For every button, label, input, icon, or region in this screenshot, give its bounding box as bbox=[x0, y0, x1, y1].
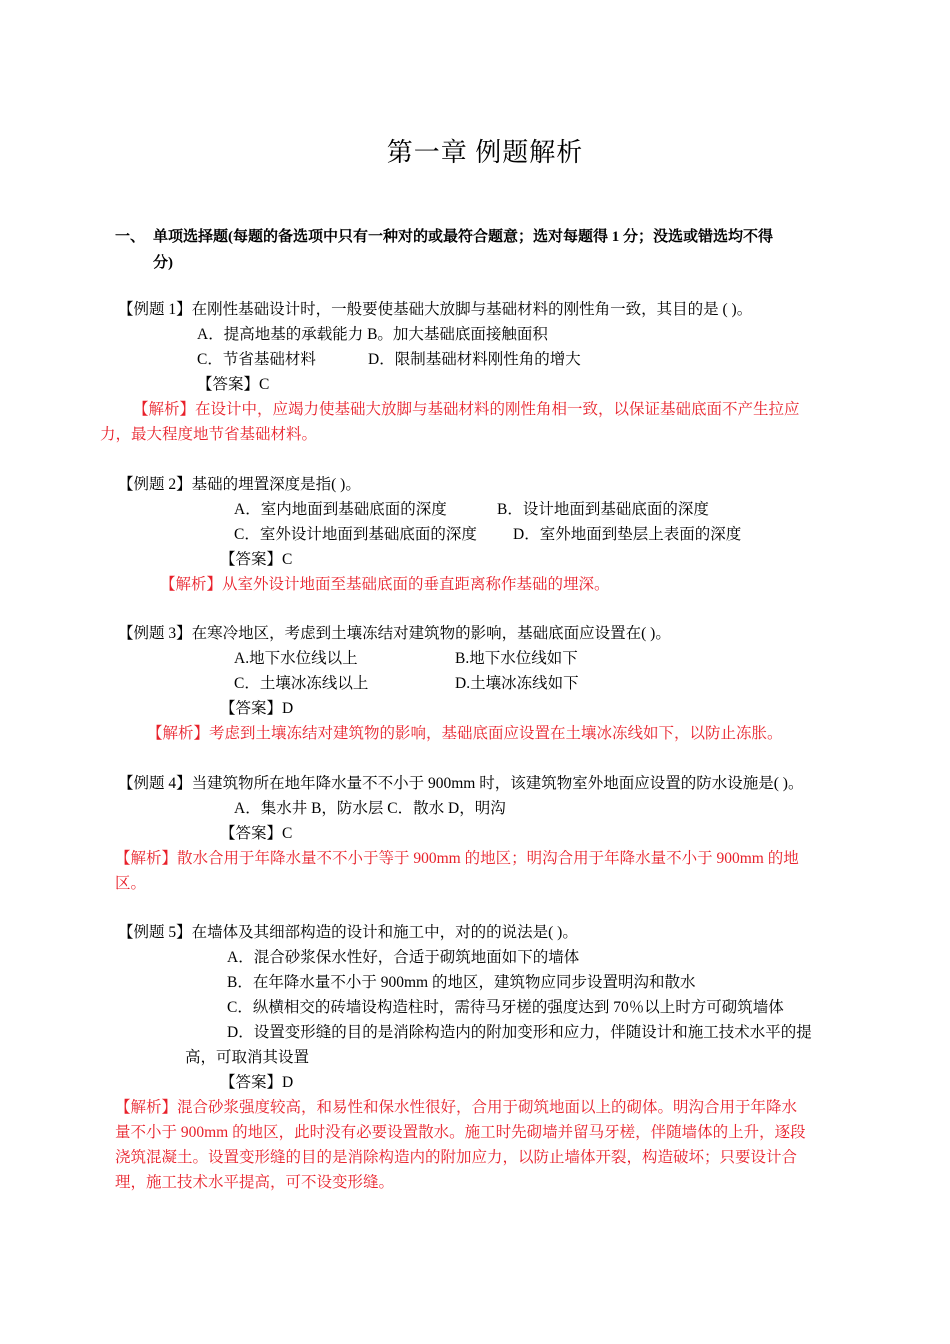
section-title: 单项选择题(每题的备选项中只有一种对的或最符合题意；选对每题得 1 分；没选或错选均不得 bbox=[153, 229, 773, 245]
section-number: 一、 bbox=[115, 229, 146, 245]
q4-stem: 【例题 4】当建筑物所在地年降水量不不小于 900mm 时，该建筑物室外地面应设置的防水设施是( )。 bbox=[118, 775, 804, 792]
section-heading bbox=[115, 224, 865, 276]
q3-stem: 【例题 3】在寒冷地区，考虑到土壤冻结对建筑物的影响，基础底面应设置在( )。 bbox=[118, 625, 671, 642]
q3-answer: 【答案】D bbox=[220, 700, 294, 717]
q5-analysis-line4: 理，施工技术水平提高，可不设变形缝。 bbox=[115, 1174, 395, 1191]
q2-option-c: C．室外设计地面到基础底面的深度 bbox=[234, 526, 477, 543]
q5-analysis-line3: 浇筑混凝土。设置变形缝的目的是消除构造内的附加应力，以防止墙体开裂，构造破坏；只要设计合 bbox=[115, 1149, 798, 1166]
section-title-continued: 分) bbox=[153, 255, 173, 271]
q5-answer: 【答案】D bbox=[220, 1074, 294, 1091]
q3-option-a: A.地下水位线以上 bbox=[234, 650, 358, 667]
q4-analysis-line2: 区。 bbox=[115, 875, 147, 892]
q3-analysis: 【解析】考虑到土壤冻结对建筑物的影响，基础底面应设置在土壤冰冻线如下，以防止冻胀。 bbox=[147, 725, 783, 742]
q2-stem: 【例题 2】基础的埋置深度是指( )。 bbox=[118, 476, 361, 493]
q1-answer: 【答案】C bbox=[197, 376, 270, 393]
page-title: 第一章 例题解析 bbox=[386, 138, 584, 167]
q1-options-ab: A．提高地基的承载能力 B。加大基础底面接触面积 bbox=[197, 326, 548, 343]
q3-option-b: B.地下水位线如下 bbox=[455, 650, 578, 667]
q3-option-c: C．土壤冰冻线以上 bbox=[234, 675, 369, 692]
q1-option-c: C．节省基础材料 bbox=[197, 351, 316, 368]
q5-analysis-line2: 量不小于 900mm 的地区，此时没有必要设置散水。施工时先砌墙并留马牙槎，伴随墙体的上升，逐段 bbox=[115, 1124, 806, 1141]
q1-analysis-line2: 力，最大程度地节省基础材料。 bbox=[100, 426, 318, 443]
q1-analysis-line1: 【解析】在设计中，应竭力使基础大放脚与基础材料的刚性角相一致，以保证基础底面不产生拉应 bbox=[133, 401, 800, 418]
q5-stem: 【例题 5】在墙体及其细部构造的设计和施工中，对的的说法是( )。 bbox=[118, 924, 578, 941]
q5-option-c: C．纵横相交的砖墙设构造柱时，需待马牙槎的强度达到 70％以上时方可砌筑墙体 bbox=[227, 999, 784, 1016]
q5-analysis-line1: 【解析】混合砂浆强度较高，和易性和保水性很好，合用于砌筑地面以上的砌体。明沟合用于年降水 bbox=[115, 1099, 798, 1116]
section-heading-line1 bbox=[115, 224, 865, 250]
q5-option-d-line1: D．设置变形缝的目的是消除构造内的附加变形和应力，伴随设计和施工技术水平的提 bbox=[227, 1024, 812, 1041]
q4-answer: 【答案】C bbox=[220, 825, 293, 842]
q4-analysis-line1: 【解析】散水合用于年降水量不不小于等于 900mm 的地区；明沟合用于年降水量不小于 900mm 的地 bbox=[115, 850, 799, 867]
q2-option-b: B．设计地面到基础底面的深度 bbox=[497, 501, 709, 518]
q2-option-a: A．室内地面到基础底面的深度 bbox=[234, 501, 447, 518]
q3-option-d: D.土壤冰冻线如下 bbox=[455, 675, 579, 692]
q4-options: A．集水井 B，防水层 C．散水 D，明沟 bbox=[234, 800, 506, 817]
q5-option-a: A．混合砂浆保水性好，合适于砌筑地面如下的墙体 bbox=[227, 949, 580, 966]
q2-answer: 【答案】C bbox=[220, 551, 293, 568]
q1-stem: 【例题 1】在刚性基础设计时，一般要使基础大放脚与基础材料的刚性角一致，其目的是 ( )。 bbox=[118, 301, 753, 318]
q5-option-b: B．在年降水量不小于 900mm 的地区，建筑物应同步设置明沟和散水 bbox=[227, 974, 696, 991]
q1-option-d: D．限制基础材料刚性角的增大 bbox=[368, 351, 581, 368]
q2-analysis: 【解析】从室外设计地面至基础底面的垂直距离称作基础的埋深。 bbox=[160, 576, 610, 593]
q2-option-d: D．室外地面到垫层上表面的深度 bbox=[513, 526, 742, 543]
q5-option-d-line2: 高，可取消其设置 bbox=[185, 1049, 310, 1066]
